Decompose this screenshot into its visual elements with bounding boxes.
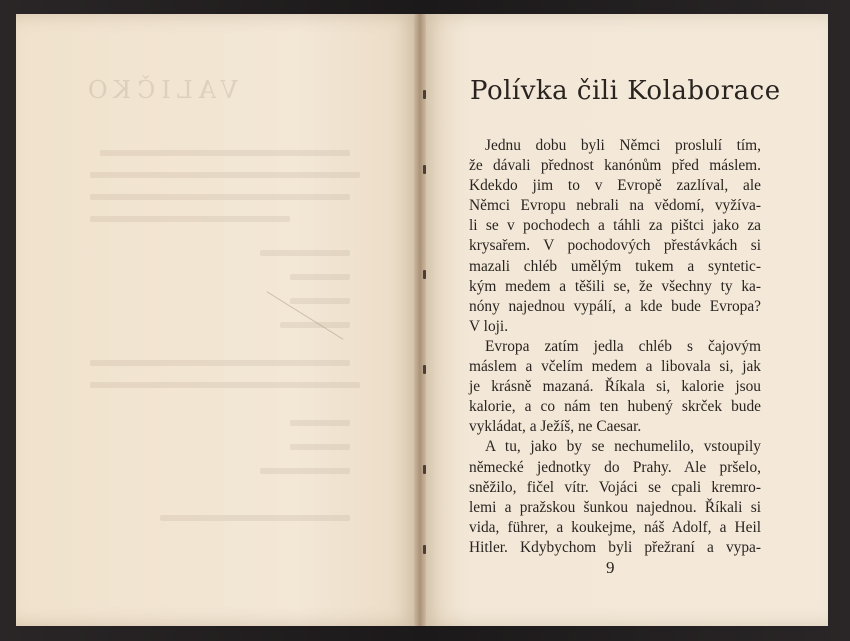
bleed-through-line (290, 274, 350, 280)
text-line: lemi a pražskou šunkou najednou. Říkali si (469, 498, 761, 516)
text-line: je krásně mazaná. Říkala si, kalorie jsou (469, 378, 761, 396)
text-line: li se v pochodech a táhli za pištci jako za (469, 217, 761, 235)
text-line: vykládat, a Ježíš, ne Caesar. (469, 418, 642, 436)
binding-thread (423, 90, 426, 99)
text-line: německé jednotky do Prahy. Ale pršelo, (469, 458, 761, 476)
text-line: krysařem. V pochodových přestávkách si (469, 237, 761, 255)
text-line: že dávali přednost kanónům před máslem. (469, 157, 761, 175)
text-line: Evropa zatím jedla chléb s čajovým (485, 337, 761, 355)
binding-thread (423, 365, 426, 374)
text-line: kým medem a těšili se, že všechny ty ka- (469, 277, 761, 295)
text-line: vida, führer, a koukejme, náš Adolf, a Heil (469, 518, 761, 536)
bleed-through-line (260, 250, 350, 256)
bleed-through-line (100, 150, 350, 156)
text-line: Kdekdo jim to v Evropě zazlíval, ale (469, 177, 761, 195)
bleed-through-line (90, 172, 360, 178)
chapter-title: Polívka čili Kolaborace (470, 76, 781, 106)
binding-thread (423, 465, 426, 474)
text-line: mazali chléb umělým tukem a syntetic- (469, 257, 761, 275)
bleed-through-line (290, 420, 350, 426)
bleed-through-line (90, 216, 290, 222)
text-line: máslem a včelím medem a libovala si, jak (469, 358, 761, 376)
body-text (469, 136, 761, 558)
bleed-through-text (60, 60, 380, 540)
binding-thread (423, 165, 426, 174)
text-line: Jednu dobu byli Němci proslulí tím, (485, 137, 761, 154)
text-line: sněžilo, fičel vítr. Vojáci se cpali kremro- (469, 478, 761, 496)
bleed-through-line (90, 382, 360, 388)
text-line: A tu, jako by se nechumelilo, vstoupily (485, 438, 761, 456)
text-line: nóny najednou vypálí, a kde bude Evropa? (469, 297, 761, 315)
bleed-through-title: VALIČKO (82, 76, 238, 104)
binding-thread (423, 270, 426, 279)
text-line: V loji. (469, 317, 509, 335)
bleed-through-line (290, 298, 350, 304)
page-number: 9 (606, 558, 615, 577)
bleed-through-line (260, 468, 350, 474)
book-gutter (414, 14, 426, 626)
text-line: Hitler. Kdybychom byli přežraní a vypa- (469, 538, 761, 556)
text-line: Němci Evropu nebrali na vědomí, vyžíva- (469, 197, 761, 215)
bleed-through-line (160, 515, 350, 521)
text-line: kalorie, a co nám ten hubený skrček bude (469, 398, 761, 416)
bleed-through-line (290, 444, 350, 450)
binding-thread (423, 545, 426, 554)
bleed-through-line (90, 360, 350, 366)
bleed-through-line (90, 194, 350, 200)
